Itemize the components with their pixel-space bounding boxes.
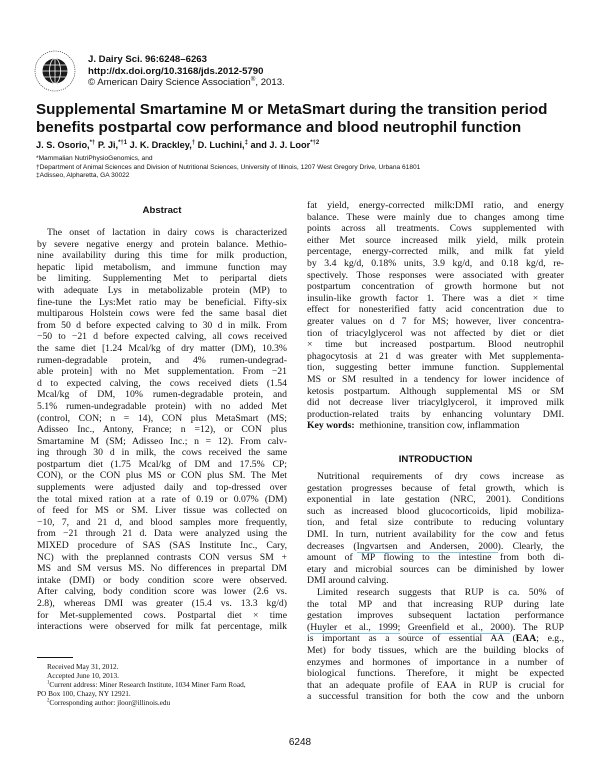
citation-link[interactable]: Huyler et al., 1999;	[310, 621, 401, 633]
affiliation: †Department of Animal Sciences and Division of Nutritional Sciences, University of Illinois, 1207 West Gregory Drive, Urbana 61801	[36, 163, 421, 171]
text-line: a successful transition for both the cow and the unborn	[307, 691, 564, 703]
text-segment: is important as a source of essential AA (	[307, 633, 516, 645]
text-line: hepatic lipid metabolism, and immune function may	[37, 261, 287, 273]
text-line: rumen-degradable protein, and 4% rumen-undegrad-	[37, 354, 287, 366]
text-line: NC) with the preplanned contrasts CON versus SM +	[37, 551, 287, 563]
text-segment: (	[307, 621, 311, 633]
author: J. K. Drackley,	[127, 140, 192, 150]
footnote-1-continued: PO Box 100, Chazy, NY 12921.	[37, 689, 131, 698]
citation-link[interactable]: Ingvartsen and Andersen, 2000	[356, 540, 498, 552]
title-line: Supplemental Smartamine M or MetaSmart during the transition period	[36, 101, 548, 118]
introduction-body	[307, 471, 564, 703]
text-line: interactions were observed for milk fat percentage, milk	[37, 621, 287, 633]
text-line: greater values on d 7 for MS; however, liver concentra-	[307, 315, 564, 327]
text-line: the total MP and that increasing RUP during late	[307, 598, 564, 610]
affiliation: *Mammalian NutriPhysioGenomics, and	[36, 155, 153, 162]
text-line: 2.8), whereas DMI was greater (15.4 vs. 13.3 kg/d)	[37, 598, 287, 609]
text-line: DMI around calving.	[307, 575, 389, 587]
text-line: multiparous Holstein cows were fed the same basal diet	[37, 308, 287, 320]
text-line: enzymes and hormones of importance in a number of	[307, 656, 564, 668]
abstract-right-column	[307, 200, 564, 432]
text-line: of feed for MS or SM. Liver tissue was collected on	[37, 505, 287, 517]
author: P. Ji,	[95, 140, 119, 150]
copyright-text: © American Dairy Science Association	[88, 77, 251, 88]
text-line	[307, 541, 564, 553]
text-line: the total mixed ration at a rate of 0.19 or 0.07% (DM)	[37, 493, 287, 505]
citation-link[interactable]: Greenfield et al., 2000	[407, 621, 510, 633]
text-line: phagocytosis at 21 d was greater with Met supplementa-	[307, 350, 564, 362]
text-line: After calving, body condition score was lower (2.6 vs.	[37, 586, 287, 598]
text-line: insulin-like growth factor 1. There was a diet × time	[307, 292, 564, 304]
footnote-mark: 2	[47, 698, 50, 704]
text-line: production-related traits by enhancing voluntary DMI.	[307, 408, 564, 420]
text-line: the same diet [1.24 Mcal/kg of dry matter (DM), 10.3%	[37, 342, 287, 354]
text-line: from −21 through 21 d. Data were analyzed using the	[37, 528, 287, 540]
keywords-label: Key words:	[307, 420, 355, 432]
footnote-2	[37, 698, 287, 707]
author: J. S. Osorio,	[36, 140, 90, 150]
text-line: MS and SM versus MS. No differences in prepartal DM	[37, 563, 287, 575]
text-line: Smartamine M (SM; Adisseo Inc.; n = 12). From calv-	[37, 435, 287, 447]
text-line: by 3.4 kg/d, 0.18% units, 3.9 kg/d, and 0.18 kg/d, re-	[307, 257, 564, 269]
text-line: amount of MP flowing to the intestine from both di-	[307, 552, 564, 564]
accepted-date: Accepted June 10, 2013.	[47, 671, 119, 680]
keywords	[307, 420, 564, 432]
author-affil-mark: ‡	[244, 139, 248, 146]
bold-term: EAA	[515, 633, 537, 645]
text-line: ing through 30 d in milk, the cows received the same	[37, 447, 287, 459]
author-affil-mark: †	[191, 139, 196, 146]
adsa-logo	[34, 50, 76, 92]
text-line: supplements were adjusted daily and top-dressed over	[37, 482, 287, 494]
text-line: biological functions. Therefore, it might be expected	[307, 668, 564, 680]
text-line: fat yield, energy-corrected milk:DMI ratio, and energy	[307, 200, 564, 211]
author: and J. J. Loor	[247, 140, 311, 150]
abstract-left-column	[37, 227, 287, 633]
text-line: from 50 d before expected calving to 30 d in milk. From	[37, 319, 287, 331]
text-line: MS or SM resulted in a tendency for lower incidence of	[307, 373, 564, 385]
corresponding-email[interactable]: Corresponding author: jloor@illinois.edu	[49, 698, 171, 707]
text-line	[307, 633, 564, 645]
text-line: spectively. Those responses were associated with greater	[307, 269, 564, 281]
text-line: such as increased blood glucocorticoids, lipid mobiliza-	[307, 505, 564, 517]
paper-title	[36, 101, 576, 136]
text-line: exponential in late gestation (NRC, 2001). Conditions	[307, 494, 564, 506]
text-line: did not decrease liver triacylglycerol, it improved milk	[307, 397, 564, 409]
text-line: either Met source increased milk yield, milk protein	[307, 234, 564, 246]
footnote-divider	[37, 657, 73, 658]
text-line: Mcal/kg of DM, 10% rumen-degradable protein, and	[37, 389, 287, 401]
received-date: Received May 31, 2012.	[47, 662, 119, 671]
text-line: (control, CON; n = 14), CON plus MetaSmart (MS;	[37, 412, 287, 424]
text-line: ketosis postpartum. Although supplemental MS or SM	[307, 385, 564, 397]
text-segment: decreases (	[307, 540, 357, 552]
text-line: percentage, energy-corrected milk, and milk fat yield	[307, 246, 564, 258]
text-segment: ). The RUP	[509, 621, 565, 633]
page-number: 6248	[288, 737, 312, 748]
footnotes	[37, 662, 287, 707]
abstract-heading: Abstract	[142, 205, 182, 216]
copyright-year: , 2013.	[255, 77, 285, 88]
text-line: etary and microbial sources can be diminished by lower	[307, 563, 564, 575]
text-line: gestation progresses because of fetal growth, which is	[307, 482, 564, 494]
text-line: CON), or the CON plus MS or CON plus SM. The Met	[37, 470, 287, 482]
text-line: × time but increased postpartum. Blood neutrophil	[307, 339, 564, 351]
text-line: d to expected calving, the cows received diets (1.54	[37, 377, 287, 389]
affiliations	[36, 155, 420, 181]
doi-link[interactable]: http://dx.doi.org/10.3168/jds.2012-5790	[88, 65, 264, 77]
footnote-mark: 1	[47, 680, 50, 686]
text-line: nine availability during this time for milk production,	[37, 250, 287, 262]
text-line: Met) for body tissues, which are the building blocks of	[307, 644, 564, 656]
author-affil-mark: *†2	[310, 139, 320, 146]
text-line: tion, suggesting better immune function. Supplemental	[307, 362, 564, 374]
text-line: be limiting. Supplementing Met to peripartal diets	[37, 273, 287, 285]
text-segment: ; e.g.,	[536, 633, 564, 645]
text-segment: ). Clearly, the	[497, 540, 564, 552]
footnote-1	[37, 680, 287, 689]
text-line: MIXED procedure of SAS (SAS Institute Inc., Cary,	[37, 540, 287, 552]
text-line: −10, 7, and 21 d, and blood samples more frequently,	[37, 516, 287, 528]
text-line: intake (DMI) or body condition score were observed.	[37, 574, 287, 586]
text-line: tion, and fetal size contribute to reducing voluntary	[307, 517, 564, 529]
text-line: that an adequate profile of EAA in RUP is crucial for	[307, 679, 564, 691]
text-line: DMI. In turn, nutrient availability for the cow and fetus	[307, 528, 564, 540]
introduction-heading: INTRODUCTION	[398, 454, 473, 465]
journal-citation	[88, 54, 285, 89]
text-line: points across all treatments. Cows supplemented with	[307, 223, 564, 235]
text-line: Nutritional requirements of dry cows increase as	[317, 471, 564, 482]
copyright	[88, 77, 285, 89]
text-line: −50 to −21 d before expected calving, all cows received	[37, 331, 287, 343]
text-line: by severe negative energy and protein balance. Methio-	[37, 238, 287, 250]
text-line: effect for nonesterified fatty acid concentration due to	[307, 304, 564, 316]
registered-mark: ®	[250, 75, 256, 83]
text-line: 5.1% rumen-undegradable protein) with no added Met	[37, 400, 287, 412]
author-affil-mark: *†	[89, 139, 96, 146]
text-line: with adequate Lys in metabolizable protein (MP) to	[37, 284, 287, 296]
text-line: fine-tune the Lys:Met ratio may be beneficial. Fifty-six	[37, 296, 287, 308]
journal-volume: J. Dairy Sci. 96:6248–6263	[88, 54, 207, 65]
text-line: postpartum concentration of growth hormone but not	[307, 281, 564, 293]
text-line: gestation improves subsequent lactation performance	[307, 610, 564, 622]
text-line: tion of triacylglycerol was not affected by diet or diet	[307, 327, 564, 339]
keywords-list: methionine, transition cow, inflammation	[359, 420, 520, 432]
text-line: for Met-supplemented cows. Postpartal diet × time	[37, 609, 287, 621]
affiliation: ‡Adisseo, Alpharetta, GA 30022	[36, 172, 130, 180]
author: D. Luchini,	[195, 140, 245, 150]
text-line: able protein] with no Met supplementation. From −21	[37, 366, 287, 378]
text-line: Limited research suggests that RUP is ca. 50% of	[317, 586, 564, 598]
text-line: The onset of lactation in dairy cows is characterized	[47, 227, 287, 238]
text-line: balance. These were mainly due to changes among time	[307, 211, 564, 223]
footnote-text: Current address: Miner Research Institute, 1034 Miner Farm Road,	[49, 680, 246, 689]
text-segment	[400, 622, 407, 633]
text-line: postpartum diet (1.75 Mcal/kg of DM and 17.5% CP;	[37, 458, 287, 470]
author-list	[36, 140, 319, 150]
text-line: Adisseo Inc., Antony, France; n =12), or CON plus	[37, 424, 287, 436]
author-affil-mark: *†1	[118, 139, 128, 146]
title-line: benefits postpartal cow performance and blood neutrophil function	[36, 118, 522, 136]
text-line	[307, 622, 564, 634]
